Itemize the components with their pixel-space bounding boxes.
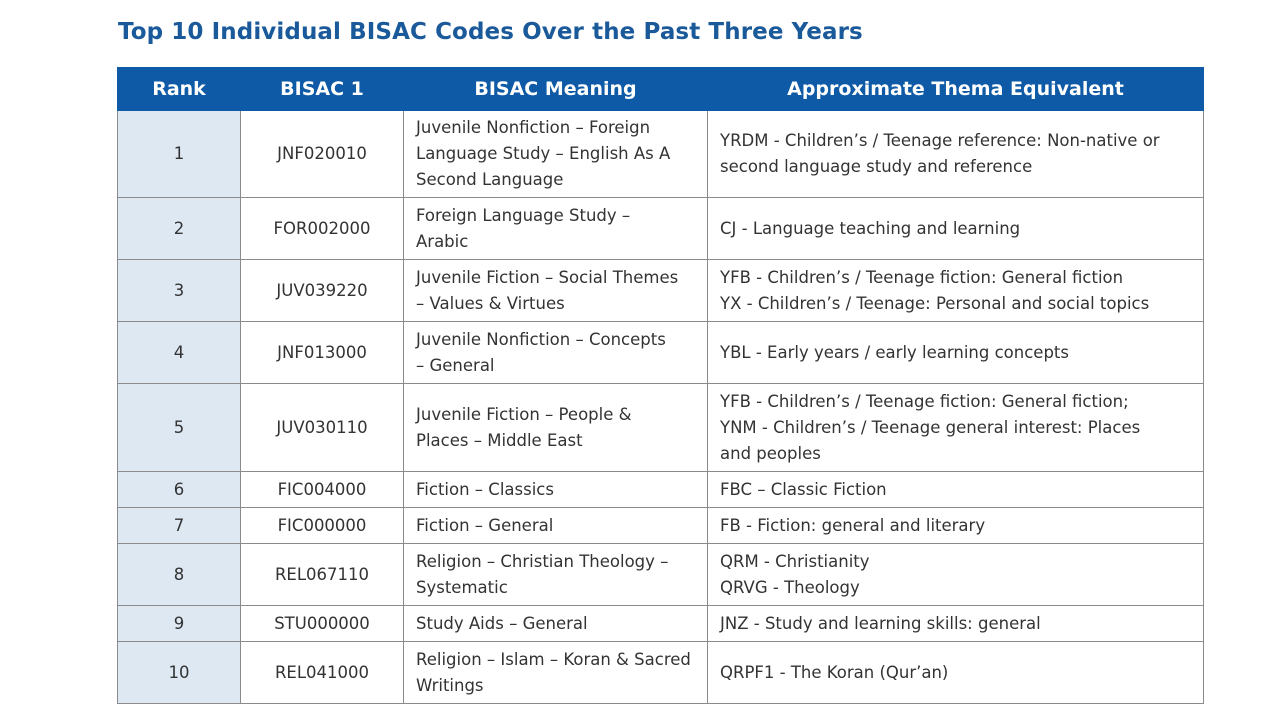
table-row (118, 322, 1204, 384)
rank-cell: 10 (118, 642, 241, 704)
bisac-meaning-cell (404, 322, 708, 384)
table-row (118, 260, 1204, 322)
thema-cell (708, 260, 1204, 322)
table-row (118, 606, 1204, 642)
table-row (118, 544, 1204, 606)
thema-line: YFB - Children’s / Teenage fiction: General fiction (720, 267, 1124, 287)
bisac-meaning-cell (404, 384, 708, 472)
bisac-code-cell: JUV039220 (241, 260, 404, 322)
rank-cell: 2 (118, 198, 241, 260)
bisac-meaning-cell (404, 544, 708, 606)
meaning-line: Places – Middle East (416, 430, 583, 450)
thema-cell (708, 606, 1204, 642)
thema-cell (708, 508, 1204, 544)
bisac-code-cell: STU000000 (241, 606, 404, 642)
bisac-code-cell: FIC004000 (241, 472, 404, 508)
meaning-line: Fiction – Classics (416, 479, 554, 499)
bisac-codes-table (117, 67, 1204, 704)
bisac-meaning-cell (404, 198, 708, 260)
table-row (118, 111, 1204, 198)
meaning-line: Writings (416, 675, 484, 695)
thema-line: second language study and reference (720, 157, 1033, 176)
rank-cell: 9 (118, 606, 241, 642)
meaning-line: Juvenile Nonfiction – Concepts (416, 329, 666, 349)
table-row (118, 198, 1204, 260)
bisac-meaning-cell (404, 472, 708, 508)
thema-line: QRM - Christianity (720, 551, 870, 571)
bisac-code-cell: FIC000000 (241, 508, 404, 544)
bisac-code-cell: JNF020010 (241, 111, 404, 198)
table-row (118, 384, 1204, 472)
rank-cell: 1 (118, 111, 241, 198)
thema-line: YFB - Children’s / Teenage fiction: General fiction; (720, 391, 1129, 411)
header-thema-equivalent: Approximate Thema Equivalent (708, 68, 1204, 111)
bisac-meaning-cell (404, 111, 708, 198)
bisac-code-cell: REL041000 (241, 642, 404, 704)
bisac-code-cell: FOR002000 (241, 198, 404, 260)
bisac-meaning-cell (404, 642, 708, 704)
meaning-line: Religion – Islam – Koran & Sacred (416, 649, 691, 669)
meaning-line: – General (416, 355, 495, 375)
header-bisac-meaning: BISAC Meaning (404, 68, 708, 111)
thema-line: JNZ - Study and learning skills: general (720, 613, 1041, 633)
thema-line: YX - Children’s / Teenage: Personal and social topics (720, 293, 1150, 313)
rank-cell: 8 (118, 544, 241, 606)
thema-line: and peoples (720, 443, 821, 463)
header-rank: Rank (118, 68, 241, 111)
meaning-line: Systematic (416, 577, 508, 597)
rank-cell: 5 (118, 384, 241, 472)
thema-cell (708, 198, 1204, 260)
thema-line: QRVG - Theology (720, 577, 860, 597)
rank-cell: 4 (118, 322, 241, 384)
meaning-line: Study Aids – General (416, 613, 588, 633)
thema-cell (708, 472, 1204, 508)
thema-cell (708, 322, 1204, 384)
meaning-line: Juvenile Fiction – Social Themes (416, 267, 679, 287)
meaning-line: Juvenile Fiction – People & (416, 404, 632, 424)
thema-line: FBC – Classic Fiction (720, 479, 887, 499)
rank-cell: 7 (118, 508, 241, 544)
thema-line: YNM - Children’s / Teenage general interest: Places (720, 417, 1141, 437)
meaning-line: Fiction – General (416, 515, 554, 535)
page-title: Top 10 Individual BISAC Codes Over the Past Three Years (118, 19, 863, 45)
meaning-line: Arabic (416, 231, 469, 251)
thema-cell (708, 544, 1204, 606)
table-row (118, 508, 1204, 544)
thema-cell (708, 111, 1204, 198)
bisac-code-cell: JNF013000 (241, 322, 404, 384)
bisac-meaning-cell (404, 508, 708, 544)
meaning-line: Language Study – English As A (416, 144, 671, 163)
bisac-code-cell: JUV030110 (241, 384, 404, 472)
rank-cell: 3 (118, 260, 241, 322)
thema-line: CJ - Language teaching and learning (720, 218, 1021, 238)
bisac-code-cell: REL067110 (241, 544, 404, 606)
thema-cell (708, 642, 1204, 704)
table-row (118, 642, 1204, 704)
meaning-line: – Values & Virtues (416, 293, 565, 313)
meaning-line: Foreign Language Study – (416, 205, 631, 225)
bisac-meaning-cell (404, 606, 708, 642)
rank-cell: 6 (118, 472, 241, 508)
thema-line: FB - Fiction: general and literary (720, 515, 986, 535)
table-row (118, 472, 1204, 508)
thema-cell (708, 384, 1204, 472)
meaning-line: Juvenile Nonfiction – Foreign (416, 118, 651, 137)
thema-line: YRDM - Children’s / Teenage reference: Non-native or (720, 131, 1160, 150)
table-header-row (118, 68, 1204, 111)
header-bisac-code: BISAC 1 (241, 68, 404, 111)
thema-line: YBL - Early years / early learning concepts (720, 342, 1069, 362)
meaning-line: Second Language (416, 170, 564, 189)
meaning-line: Religion – Christian Theology – (416, 551, 669, 571)
bisac-meaning-cell (404, 260, 708, 322)
thema-line: QRPF1 - The Koran (Qur’an) (720, 662, 949, 682)
